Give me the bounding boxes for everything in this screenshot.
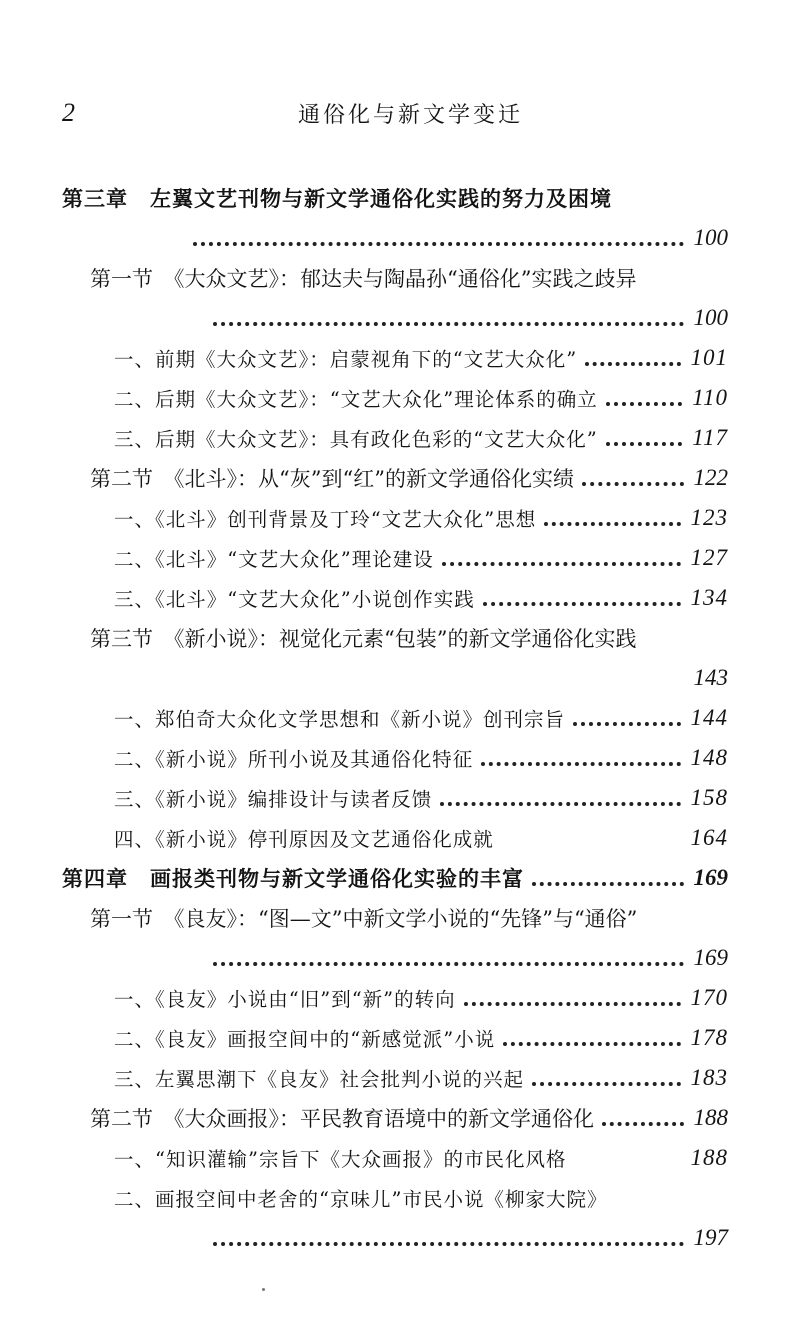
dot-leader <box>440 802 680 806</box>
toc-page-number: 148 <box>690 745 728 770</box>
toc-entry-4-1-1[interactable] <box>0 978 790 1018</box>
toc-entry-3-2-2[interactable] <box>0 538 790 578</box>
toc-entry-4-2-1[interactable] <box>0 1138 790 1178</box>
toc-page-number: 158 <box>690 785 728 810</box>
dot-leader <box>213 322 684 326</box>
dot-leader <box>213 1242 684 1246</box>
toc-entry-title: 二、后期《大众文艺》：“文艺大众化”理论体系的确立 <box>114 388 598 411</box>
toc-page-number: 100 <box>693 305 728 330</box>
toc-entry-title: 一、“知识灌输”宗旨下《大众画报》的市民化风格 <box>114 1148 567 1171</box>
toc-page-number: 117 <box>692 425 728 450</box>
toc-page-number: 169 <box>693 865 728 890</box>
dot-leader <box>483 602 681 606</box>
toc-entry-title: 第二节 《北斗》：从“灰”到“红”的新文学通俗化实绩 <box>90 467 574 491</box>
toc-entry-title: 第一节 《大众文艺》：郁达夫与陶晶孙“通俗化”实践之歧异 <box>90 267 637 291</box>
page-header <box>0 0 790 140</box>
toc-entry-title: 三、《新小说》编排设计与读者反馈 <box>114 788 433 811</box>
dot-leader <box>532 1082 680 1086</box>
dot-leader <box>481 762 680 766</box>
toc-entry-title: 一、郑伯奇大众化文学思想和《新小说》创刊宗旨 <box>114 708 566 731</box>
toc-page-number: 101 <box>690 345 728 370</box>
toc-page-number: 164 <box>690 825 728 850</box>
dot-leader <box>585 362 680 366</box>
dot-leader <box>193 242 684 246</box>
dot-leader <box>602 1122 684 1126</box>
toc-page-number: 143 <box>693 665 728 690</box>
toc-entry-title: 一、《良友》小说由“旧”到“新”的转向 <box>114 988 456 1011</box>
toc-entry-3-3-1[interactable] <box>0 698 790 738</box>
page-number: 2 <box>62 98 75 127</box>
toc-entry-title: 二、《新小说》所刊小说及其通俗化特征 <box>114 748 474 771</box>
toc-chapter-3[interactable] <box>0 178 790 218</box>
toc-section-4-1-page-line <box>0 938 790 978</box>
print-speck <box>262 1288 265 1291</box>
toc-entry-3-3-2[interactable] <box>0 738 790 778</box>
toc-page-number: 134 <box>690 585 728 610</box>
toc-page-number: 123 <box>690 505 728 530</box>
toc-entry-title: 第三节 《新小说》：视觉化元素“包装”的新文学通俗化实践 <box>90 627 637 651</box>
toc-entry-3-1-2[interactable] <box>0 378 790 418</box>
running-title: 通俗化与新文学变迁 <box>298 103 524 128</box>
dot-leader <box>606 402 683 406</box>
toc-page-number: 127 <box>690 545 728 570</box>
toc-section-3-2[interactable] <box>0 458 790 498</box>
dot-leader <box>503 1042 680 1046</box>
toc-page-number: 188 <box>693 1105 728 1130</box>
toc-entry-4-2-2-page-line <box>0 1218 790 1258</box>
toc-entry-3-3-3[interactable] <box>0 778 790 818</box>
toc-entry-title: 第二节 《大众画报》：平民教育语境中的新文学通俗化 <box>90 1107 594 1131</box>
dot-leader <box>573 722 680 726</box>
dot-leader <box>464 1002 681 1006</box>
toc-page-number: 197 <box>693 1225 728 1250</box>
toc-page-number: 169 <box>693 945 728 970</box>
toc-entry-3-1-3[interactable] <box>0 418 790 458</box>
toc-section-3-1-page-line <box>0 298 790 338</box>
toc-entry-title: 四、《新小说》停刊原因及文艺通俗化成就 <box>114 828 494 851</box>
toc-entry-3-1-1[interactable] <box>0 338 790 378</box>
toc-entry-title: 三、《北斗》“文艺大众化”小说创作实践 <box>114 588 475 611</box>
dot-leader <box>544 522 680 526</box>
toc-section-3-3-page-line <box>0 658 790 698</box>
dot-leader <box>582 482 684 486</box>
toc-entry-4-1-3[interactable] <box>0 1058 790 1098</box>
toc-entry-4-1-2[interactable] <box>0 1018 790 1058</box>
toc-entry-title: 第四章 画报类刊物与新文学通俗化实验的丰富 <box>62 867 524 891</box>
toc-page-number: 183 <box>690 1065 728 1090</box>
toc-chapter-4[interactable] <box>0 858 790 898</box>
toc-page-number: 100 <box>693 225 728 250</box>
toc-entry-title: 第三章 左翼文艺刊物与新文学通俗化实践的努力及困境 <box>62 187 612 211</box>
toc-page-number: 170 <box>690 985 728 1010</box>
toc-section-4-1[interactable] <box>0 898 790 938</box>
toc-page-number: 144 <box>690 705 728 730</box>
toc-entry-4-2-2[interactable] <box>0 1178 790 1218</box>
toc-section-3-1[interactable] <box>0 258 790 298</box>
toc-page-number: 110 <box>692 385 728 410</box>
toc-page-number: 122 <box>693 465 728 490</box>
toc-chapter-3-page-line <box>0 218 790 258</box>
toc-entry-title: 三、后期《大众文艺》：具有政化色彩的“文艺大众化” <box>114 428 598 451</box>
table-of-contents <box>0 178 790 1258</box>
toc-entry-title: 三、左翼思潮下《良友》社会批判小说的兴起 <box>114 1068 525 1091</box>
toc-entry-title: 二、《北斗》“文艺大众化”理论建设 <box>114 548 434 571</box>
toc-entry-3-2-3[interactable] <box>0 578 790 618</box>
toc-entry-title: 二、画报空间中老舍的“京味儿”市民小说《柳家大院》 <box>114 1188 608 1211</box>
dot-leader <box>213 962 684 966</box>
toc-section-3-3[interactable] <box>0 618 790 658</box>
toc-entry-title: 一、《北斗》创刊背景及丁玲“文艺大众化”思想 <box>114 508 537 531</box>
dot-leader <box>442 562 681 566</box>
toc-page-number: 188 <box>690 1145 728 1170</box>
toc-section-4-2[interactable] <box>0 1098 790 1138</box>
toc-entry-title: 第一节 《良友》：“图—文”中新文学小说的“先锋”与“通俗” <box>90 907 638 931</box>
toc-entry-title: 二、《良友》画报空间中的“新感觉派”小说 <box>114 1028 496 1051</box>
dot-leader <box>532 882 684 886</box>
toc-entry-3-2-1[interactable] <box>0 498 790 538</box>
toc-entry-3-3-4[interactable] <box>0 818 790 858</box>
dot-leader <box>606 442 683 446</box>
toc-entry-title: 一、前期《大众文艺》：启蒙视角下的“文艺大众化” <box>114 348 578 371</box>
toc-page-number: 178 <box>690 1025 728 1050</box>
